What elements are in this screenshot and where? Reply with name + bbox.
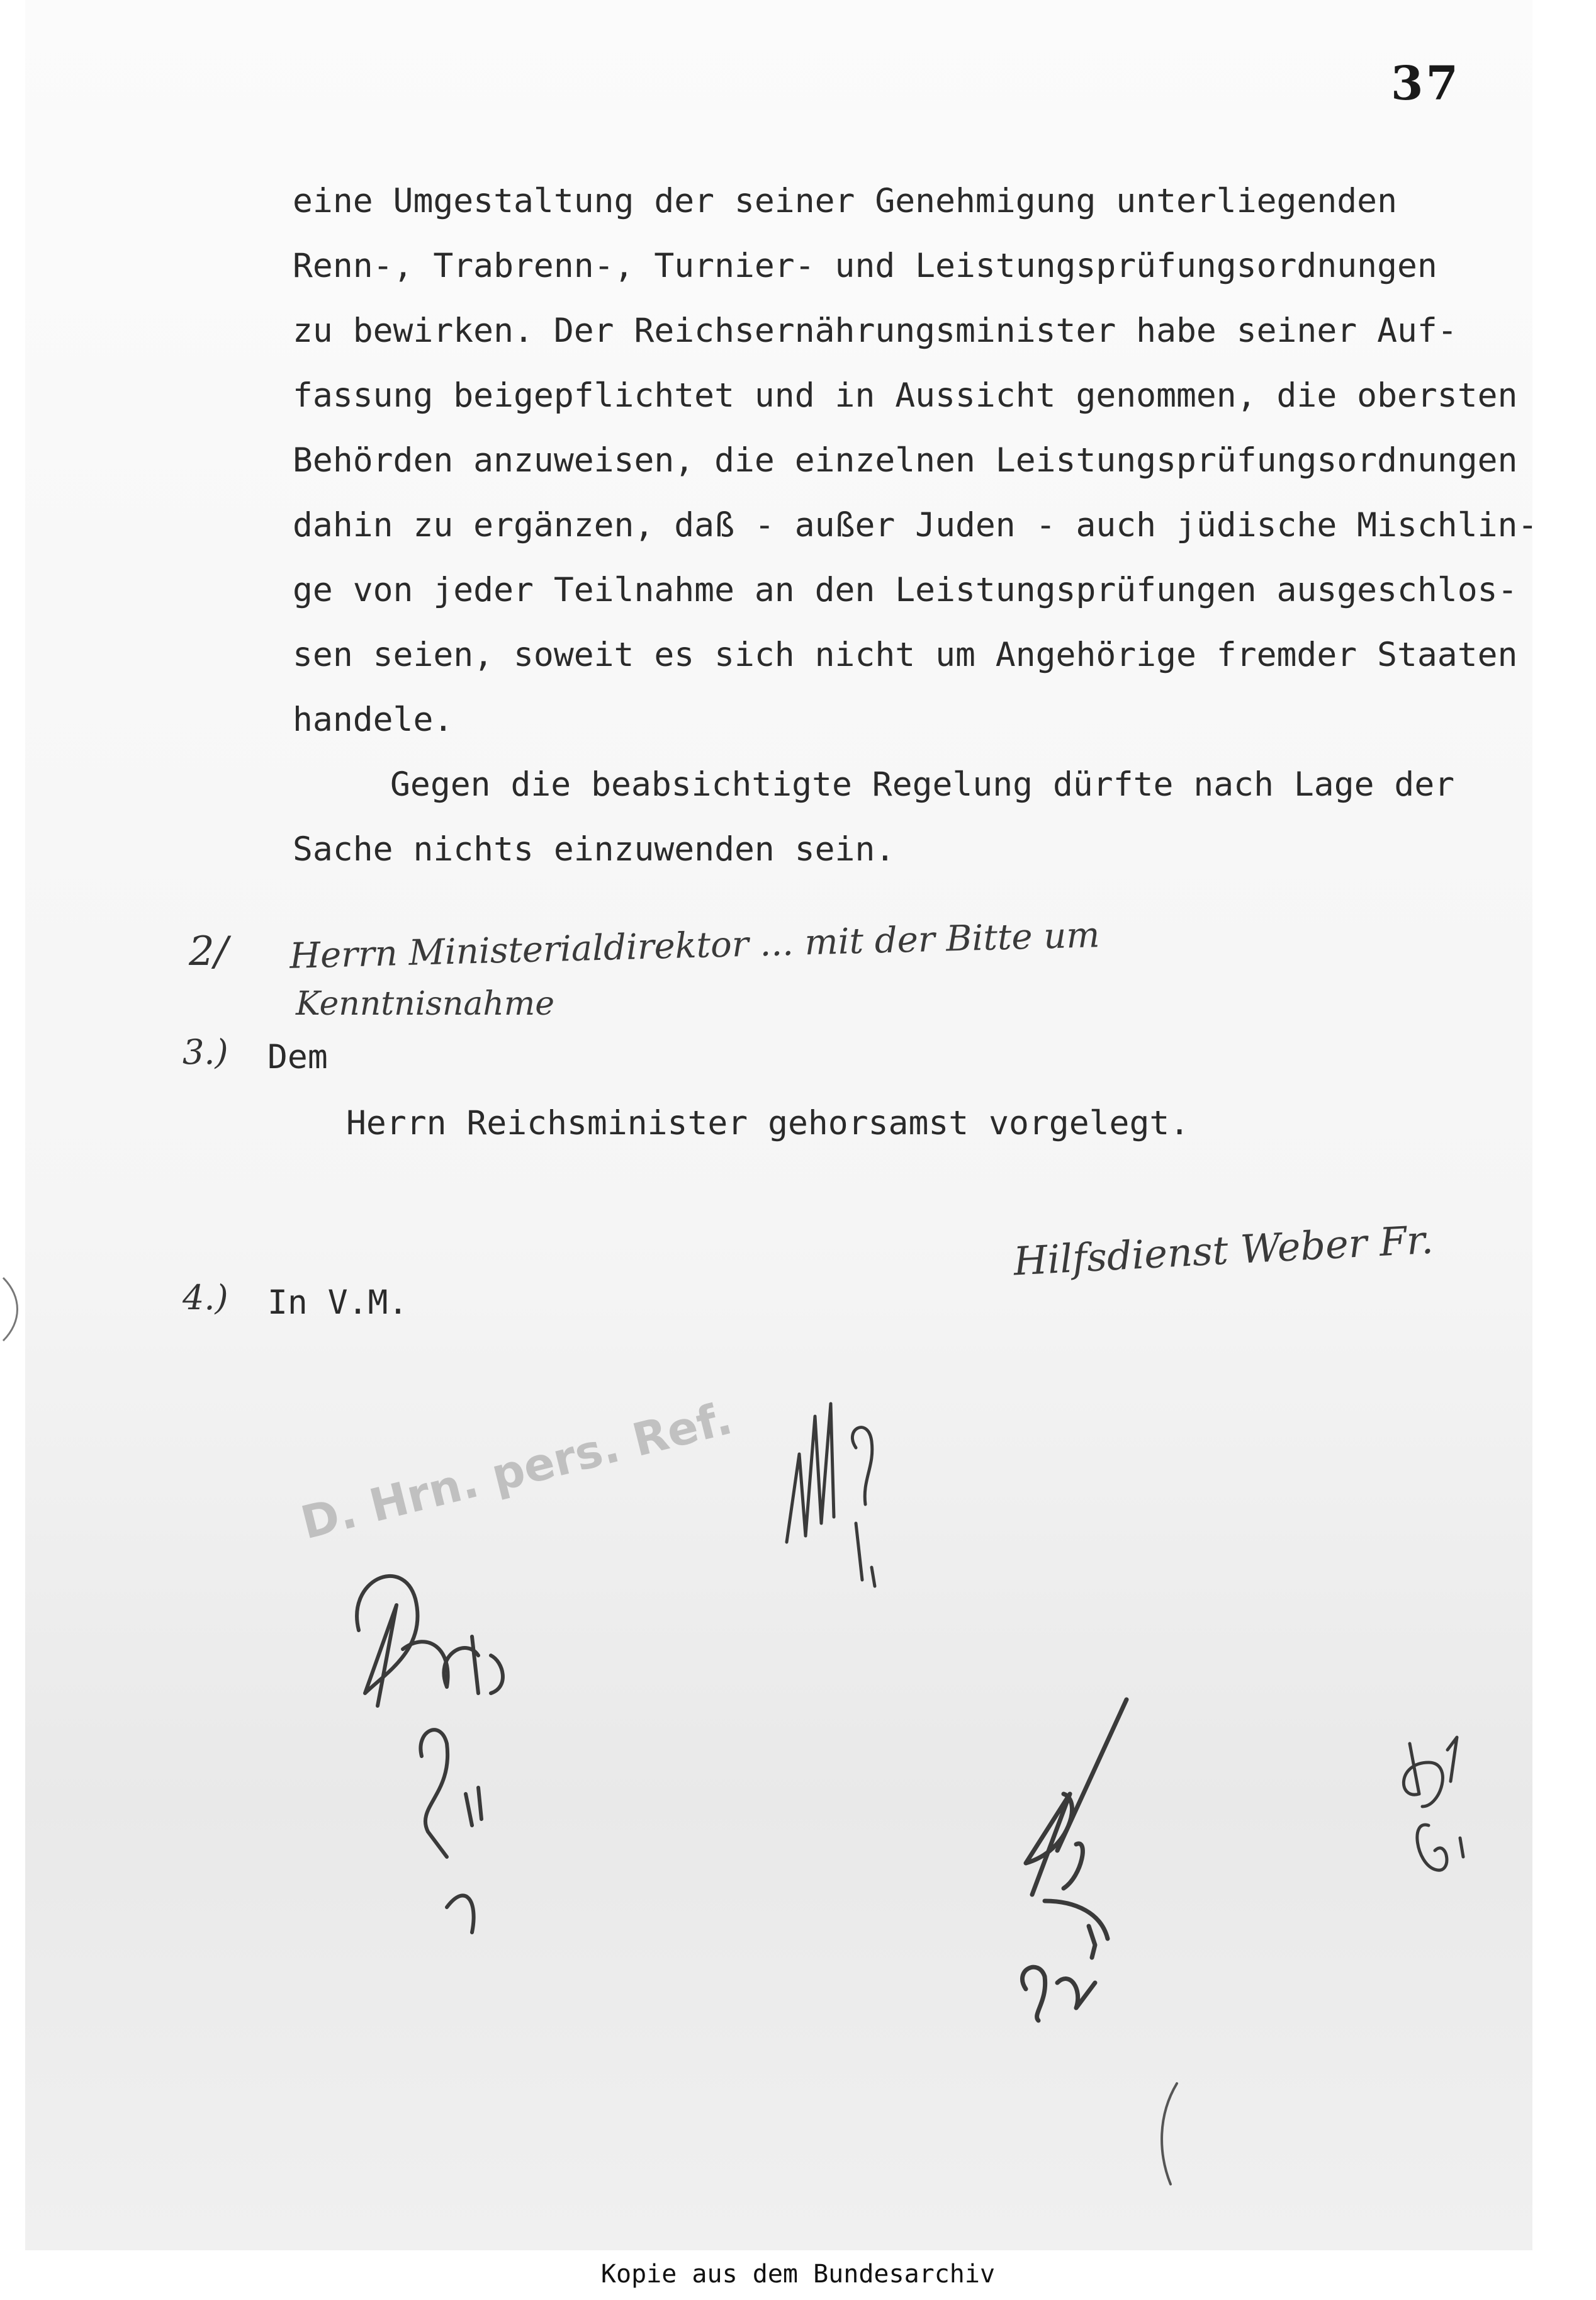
item3-text: Dem — [267, 1038, 328, 1076]
item3-text-indent: Herrn Reichsminister gehorsamst vorgelegt. — [346, 1104, 1190, 1142]
body-line-3: zu bewirken. Der Reichsernährungsminister habe seiner Auf- — [293, 312, 1458, 350]
body-line-2: Renn-, Trabrenn-, Turnier- und Leistungsprüfungsordnungen — [293, 247, 1437, 285]
item2-handwritten-line2: Kenntnisnahme — [296, 985, 554, 1023]
item4-text: In V.M. — [267, 1283, 408, 1322]
item2-handwritten-line1: Herrn Ministerialdirektor ... mit der Bitte um — [289, 915, 1101, 977]
body-line-8: sen seien, soweit es sich nicht um Angehörige fremder Staaten — [293, 636, 1518, 674]
item4-handwritten-note: Hilfsdienst Weber Fr. — [1012, 1216, 1435, 1285]
body-line-5: Behörden anzuweisen, die einzelnen Leistungsprüfungsordnungen — [293, 441, 1518, 480]
body-line-6: dahin zu ergänzen, daß - außer Juden - auch jüdische Mischlin- — [293, 506, 1538, 544]
paragraph2-line-2: Sache nichts einzuwenden sein. — [293, 830, 896, 869]
signature-initials-left — [321, 1530, 585, 1983]
signature-initials-lower — [988, 1687, 1189, 2039]
body-line-4: fassung beigepflichtet und in Aussicht genommen, die obersten — [293, 376, 1518, 415]
document-sheet — [25, 0, 1538, 2250]
department-stamp: D. Hrn. pers. Ref. — [296, 1391, 738, 1550]
pencil-mark — [1152, 2077, 1189, 2190]
binding-edge-mark — [0, 1271, 25, 1347]
body-line-1: eine Umgestaltung der seiner Genehmigung unterliegenden — [293, 182, 1397, 220]
paragraph2-line-1: Gegen die beabsichtigte Regelung dürfte nach Lage der — [390, 765, 1455, 804]
body-line-7: ge von jeder Teilnahme an den Leistungsprüfungen ausgeschlos- — [293, 571, 1518, 609]
signature-initials-center — [761, 1378, 900, 1618]
item3-number: 3.) — [183, 1032, 228, 1072]
item2-number: 2/ — [189, 928, 228, 975]
archive-caption: Kopie aus dem Bundesarchiv — [600, 2260, 996, 2289]
page-number: 37 — [1391, 57, 1461, 111]
body-line-9: handele. — [293, 701, 454, 739]
item4-number: 4.) — [183, 1278, 228, 1317]
signature-initials-right — [1385, 1725, 1492, 1926]
